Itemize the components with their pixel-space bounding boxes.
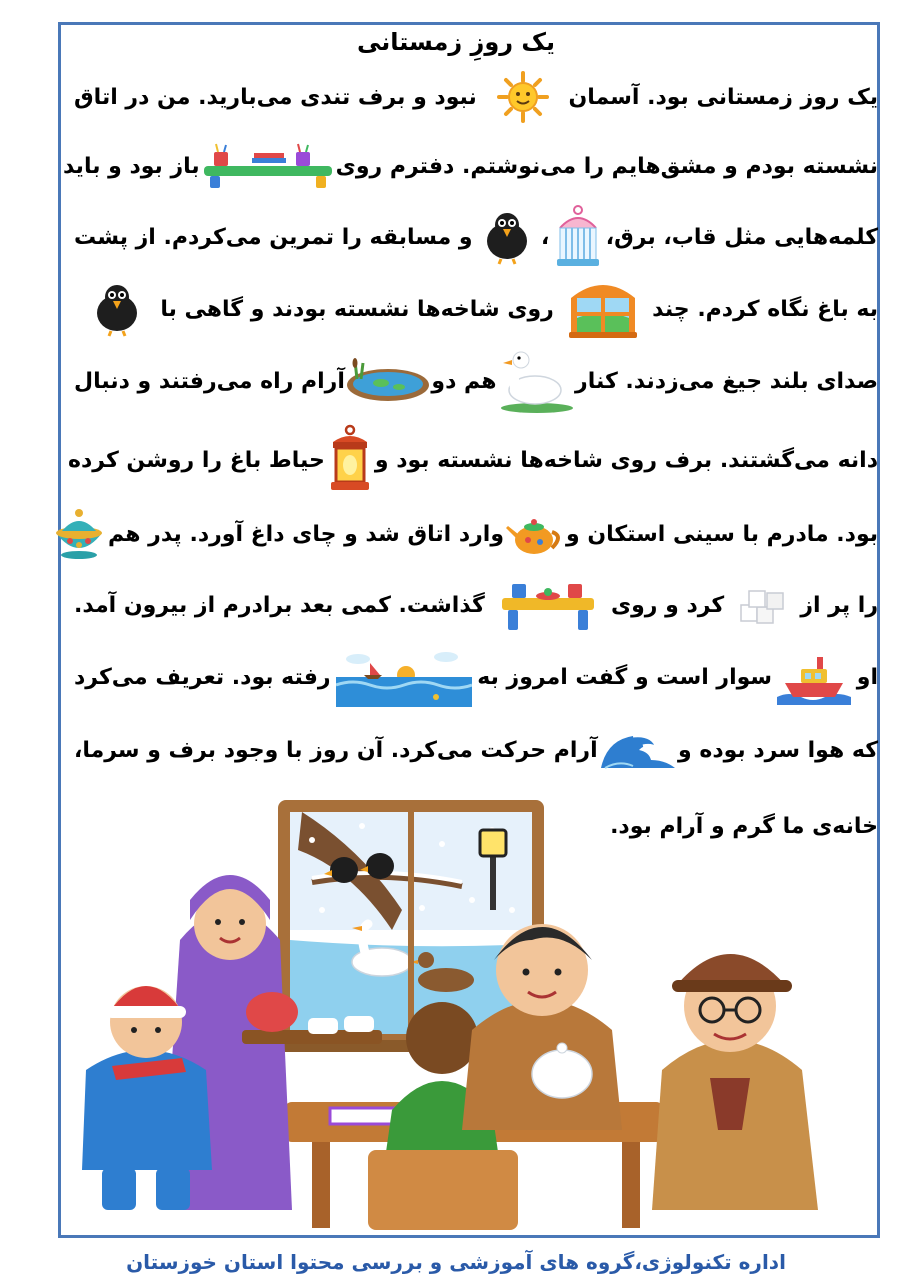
story-line-2 xyxy=(62,146,878,186)
desk-icon xyxy=(200,142,336,190)
text-segment: نشسته بودم و مشق‌هایم را می‌نوشتم. دفترم روی xyxy=(335,153,878,179)
sugar-cubes-icon xyxy=(737,585,787,625)
pond-icon xyxy=(345,357,431,405)
text-segment: رفته بود. تعریف می‌کرد xyxy=(74,664,331,690)
boat-icon xyxy=(777,649,851,705)
text-segment: که هوا سرد بوده و xyxy=(678,737,878,763)
text-segment: حیاط باغ را روشن کرده xyxy=(68,447,325,473)
story-line-7 xyxy=(74,514,878,554)
sugar-bowl-icon xyxy=(50,507,108,561)
crow-icon xyxy=(477,209,537,265)
story-line-10 xyxy=(74,730,878,770)
text-segment: هم دو xyxy=(431,368,497,394)
text-segment: کرد و روی xyxy=(610,592,725,618)
duck-icon xyxy=(497,348,575,414)
wave-icon xyxy=(599,730,677,770)
text-segment: او xyxy=(856,664,878,690)
story-line-6 xyxy=(68,440,878,480)
text-segment: باز بود و باید xyxy=(62,153,200,179)
text-segment: صدای بلند جیغ می‌زدند. کنار xyxy=(575,368,878,394)
story-line-9 xyxy=(74,657,878,697)
text-segment: روی شاخه‌ها نشسته بودند و گاهی با xyxy=(160,296,554,322)
text-segment: وارد اتاق شد و چای داغ آورد. پدر هم xyxy=(108,521,504,547)
tea-table-icon xyxy=(498,576,598,634)
text-segment: خانه‌ی ما گرم و آرام بود. xyxy=(610,813,878,839)
footer-credit: اداره تکنولوژی،گروه های آموزشی و بررسی محتوا استان خوزستان xyxy=(126,1250,786,1274)
birdcage-icon xyxy=(554,204,602,270)
sun-icon xyxy=(495,71,551,123)
text-segment: به باغ نگاه کردم. چند xyxy=(652,296,878,322)
teapot-icon xyxy=(504,512,566,556)
story-line-4 xyxy=(74,289,878,329)
story-line-1 xyxy=(74,77,878,117)
text-segment: یک روز زمستانی بود. آسمان xyxy=(568,84,878,110)
text-segment: دانه می‌گشتند. برف روی شاخه‌ها نشسته بود و xyxy=(374,447,878,473)
text-segment: کلمه‌هایی مثل قاب، برق، xyxy=(605,224,878,250)
story-line-5 xyxy=(74,361,878,401)
text-segment: نبود و برف تندی می‌بارید. من در اتاق xyxy=(74,84,477,110)
family-illustration xyxy=(62,790,876,1230)
text-segment: آرام راه می‌رفتند و دنبال xyxy=(74,368,345,394)
grandfather xyxy=(652,954,818,1210)
text-segment: ، xyxy=(541,224,550,250)
text-segment: بود. مادرم با سینی استکان و xyxy=(566,521,878,547)
window-icon xyxy=(567,278,639,340)
story-title: یک روزِ زمستانی xyxy=(356,28,556,56)
text-segment: را پر از xyxy=(800,592,878,618)
text-segment: و مسابقه را تمرین می‌کردم. از پشت xyxy=(74,224,473,250)
text-segment: سوار است و گفت امروز به xyxy=(477,664,773,690)
crow-icon xyxy=(87,281,147,337)
story-line-3 xyxy=(74,217,878,257)
sea-icon xyxy=(336,647,472,707)
text-segment: گذاشت. کمی بعد برادرم از بیرون آمد. xyxy=(74,592,485,618)
story-line-8 xyxy=(74,585,878,625)
text-segment: آرام حرکت می‌کرد. آن روز با وجود برف و سرما، xyxy=(74,737,598,763)
lantern-icon xyxy=(325,424,375,496)
